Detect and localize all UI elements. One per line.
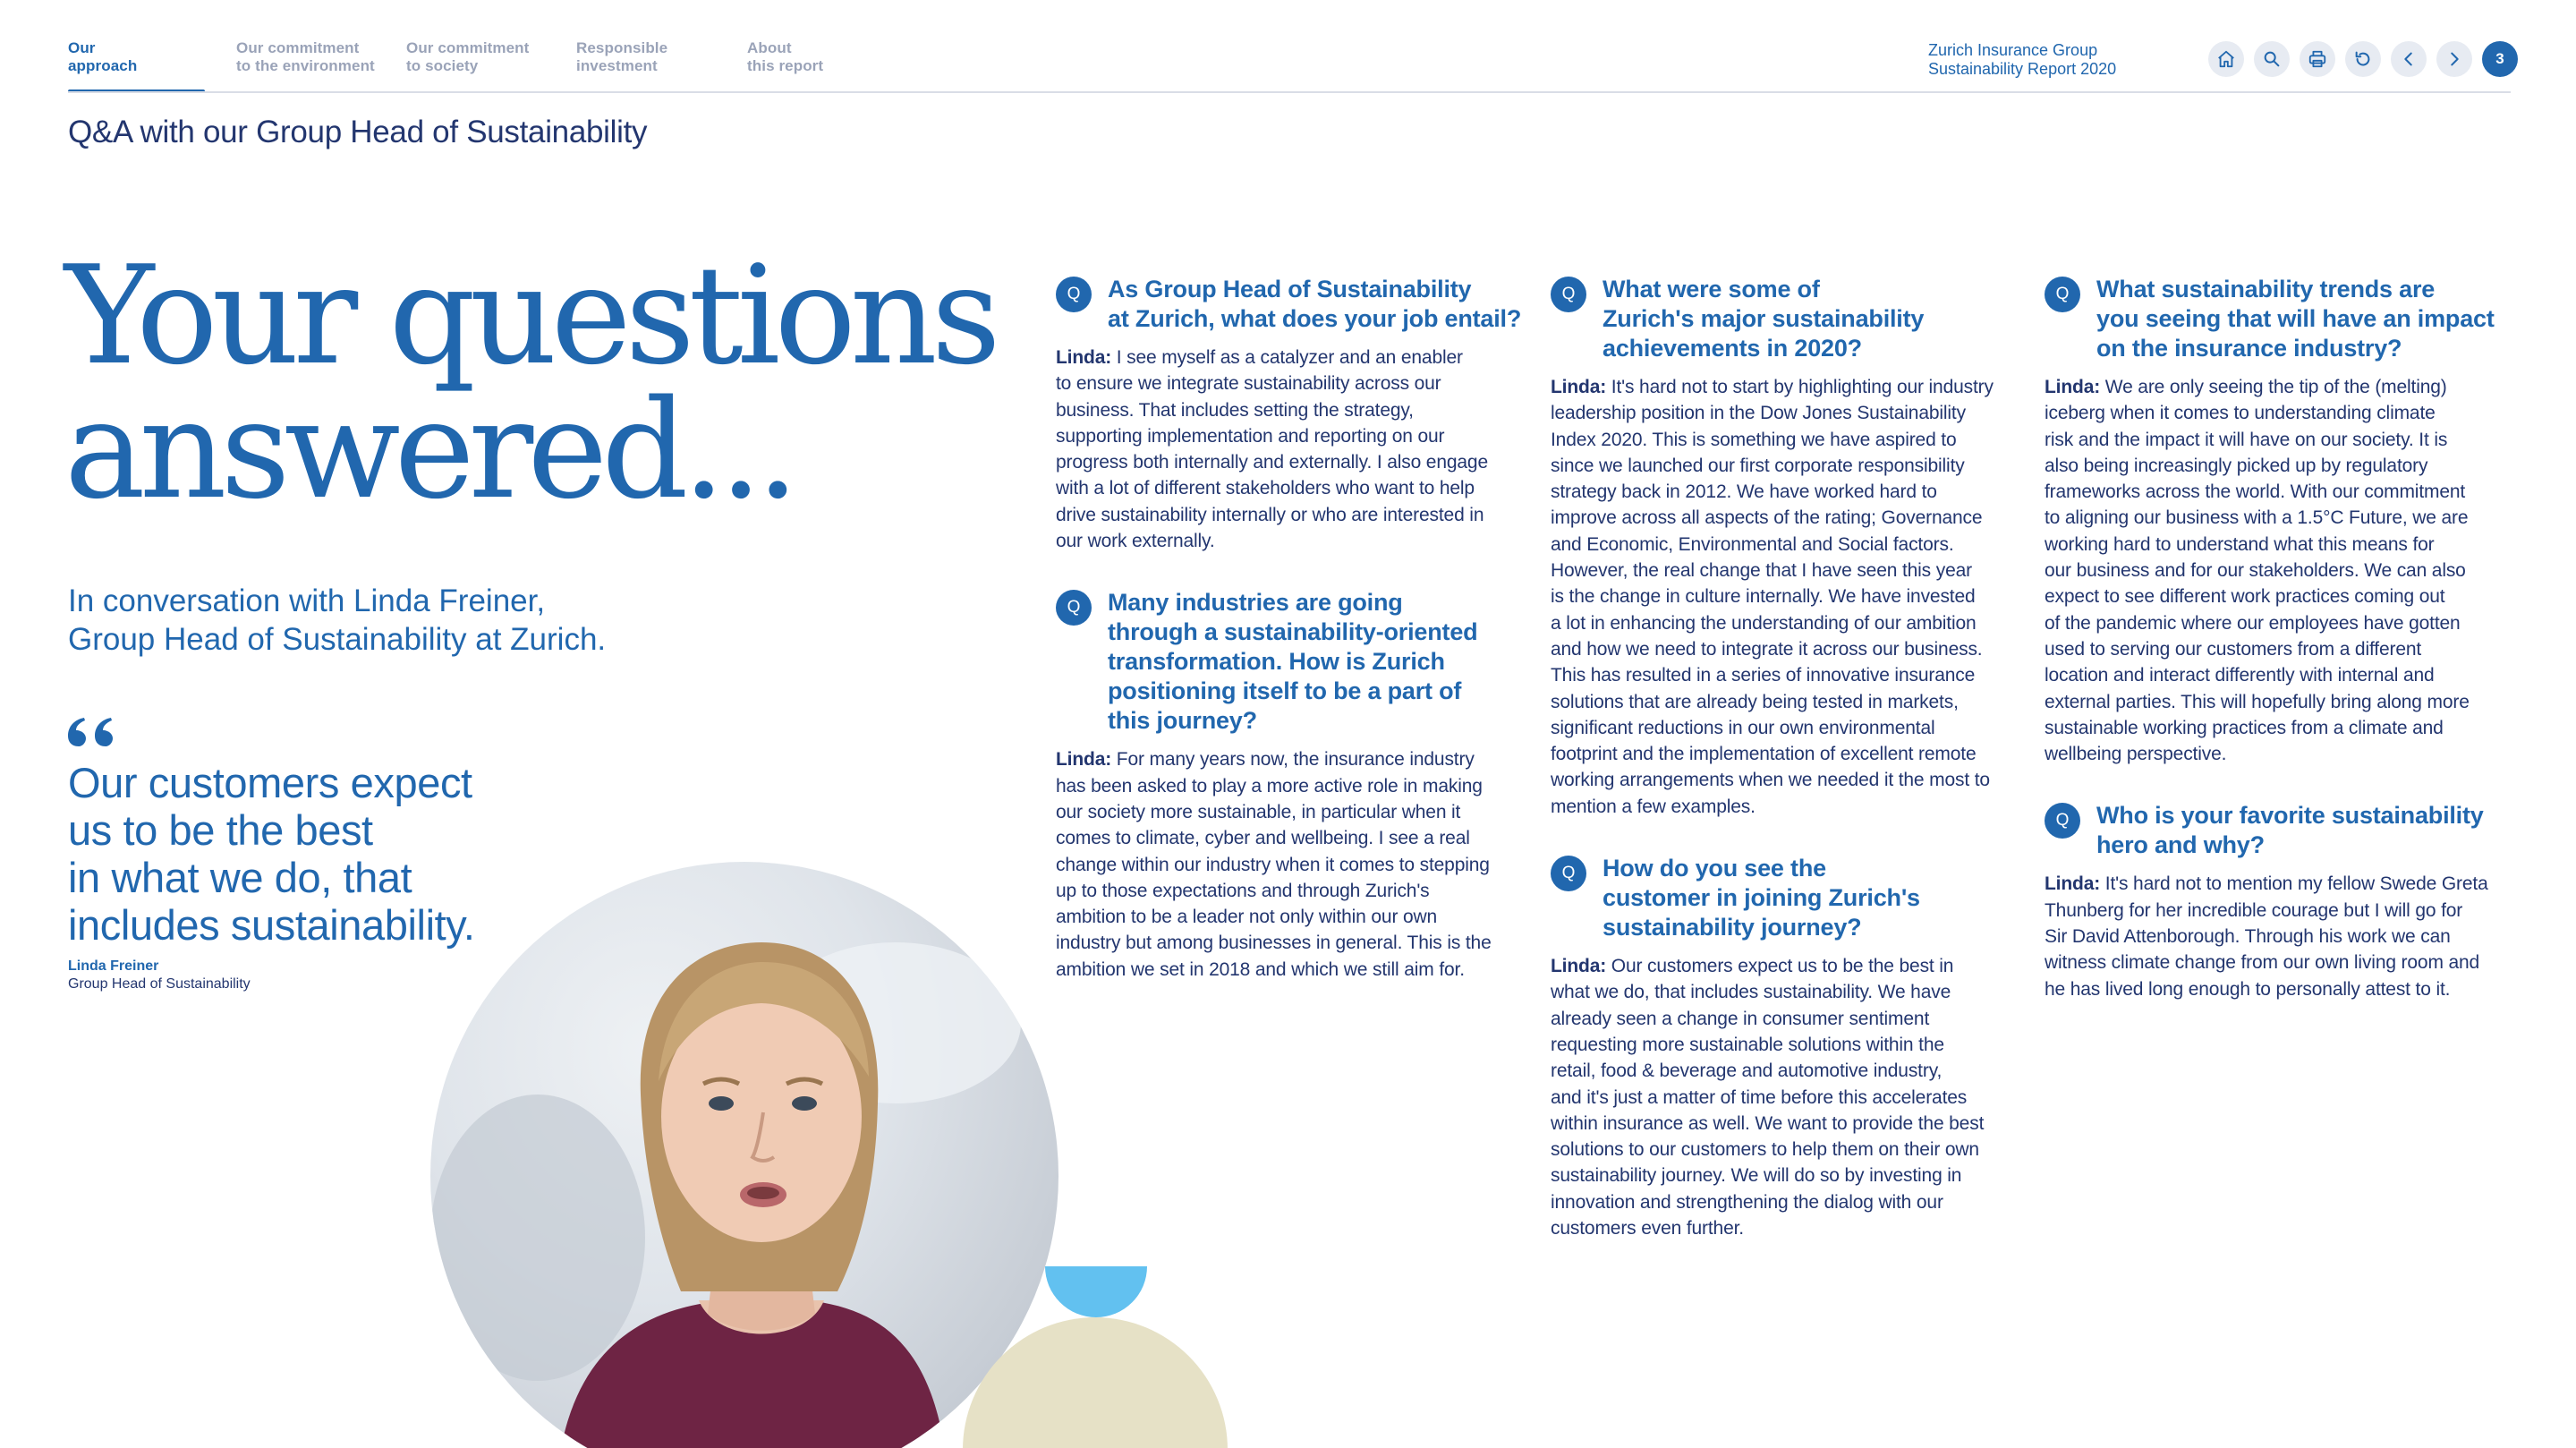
pull-quote [68,759,475,949]
answer-line: to ensure we integrate sustainability across our [1056,373,1441,395]
answer-line: he has lived long enough to personally attest to it. [2045,978,2451,1000]
answer-line: footprint and the implementation of excellent remote [1551,744,1977,765]
answer-line: used to serving our customers from a different [2045,638,2422,660]
quote-line: includes sustainability. [68,901,475,949]
answer-line: to aligning our business with a 1.5°C Future, we are [2045,507,2469,529]
qa-column-1 [1056,275,1530,983]
next-page-button[interactable] [2436,41,2472,77]
answer-line: sustainable working practices from a climate and [2045,717,2444,738]
qa-item [2045,801,2519,1001]
question-badge: Q [1551,856,1586,891]
qa-item [2045,275,2519,767]
answer-line-text: We are only seeing the tip of the (melting) [2104,377,2447,397]
question-text [1108,275,1530,334]
answer-line: already seen a change in consumer sentiment [1551,1008,1930,1029]
question-text [1603,854,2025,942]
question-text [2096,801,2519,860]
nav-tab-our-approach[interactable] [68,39,137,75]
question-line: Zurich's major sustainability [1603,305,1925,332]
decorative-semicircle-blue [1045,1266,1147,1317]
answer-text [2045,374,2519,767]
search-button[interactable] [2254,41,2290,77]
answer-line-text: I see myself as a catalyzer and an enabler [1116,347,1463,368]
answer-line: a lot in enhancing the understanding of our ambition [1551,612,1977,634]
answer-line: working hard to understand what this means for [2045,533,2435,555]
answer-line: business. That includes setting the strategy, [1056,399,1414,421]
answer-line: comes to climate, cyber and wellbeing. I see a real [1056,828,1470,849]
answer-text [2045,871,2519,1001]
answer-line [1551,374,2025,400]
speaker-label: Linda: [2045,873,2101,895]
answer-line: has been asked to play a more active role in making [1056,775,1483,796]
answer-line: frameworks across the world. With our commitment [2045,481,2466,503]
quote-line: in what we do, that [68,854,412,901]
portrait-photo [430,862,1058,1448]
previous-page-button[interactable] [2391,41,2427,77]
answer-line [1056,746,1530,772]
answer-line: Sir David Attenborough. Through his work we can [2045,926,2451,948]
nav-tab-label: this report [747,57,824,74]
answer-line: our society more sustainable, in particular when it [1056,801,1461,822]
answer-line: strategy back in 2012. We have worked hard to [1551,481,1937,503]
answer-line-text: It's hard not to mention my fellow Swede Greta [2104,873,2488,895]
intro-text [68,582,606,659]
answer-line: leadership position in the Dow Jones Sustainability [1551,403,1966,424]
question-line: How do you see the [1603,855,1826,882]
answer-text [1056,746,1530,983]
answer-line: iceberg when it comes to understanding climate [2045,403,2436,424]
home-button[interactable] [2208,41,2244,77]
answer-line: ambition we set in 2018 and which we still aim for. [1056,958,1465,980]
qa-item [1551,854,2025,1241]
answer-line [1056,345,1530,371]
answer-line: requesting more sustainable solutions within the [1551,1034,1944,1055]
print-button[interactable] [2300,41,2335,77]
answer-line: industry but among businesses in general. This is the [1056,933,1492,954]
nav-tab-label: approach [68,57,138,74]
brand-report-title: Sustainability Report 2020 [1928,60,2117,78]
question-line: sustainability journey? [1603,914,1862,941]
qa-item [1551,275,2025,820]
answer-line: and it's just a matter of time before this accelerates [1551,1086,1968,1108]
answer-line: within insurance as well. We want to provide the best [1551,1112,1985,1134]
header-divider [68,91,2511,93]
back-icon [2353,49,2373,69]
nav-tab-label: Our [68,39,96,56]
answer-line [1551,953,2025,979]
answer-line: expect to see different work practices coming out [2045,586,2445,608]
nav-tab-label: to society [406,57,479,74]
answer-line: risk and the impact it will have on our society. It is [2045,429,2448,450]
report-brand [1928,41,2116,79]
nav-tab-label: Our commitment [236,39,360,56]
home-icon [2216,49,2236,69]
answer-line: wellbeing perspective. [2045,744,2227,765]
question-badge: Q [2045,277,2080,312]
page-number: 3 [2482,41,2518,77]
question-line: customer in joining Zurich's [1603,884,1920,912]
quote-author-role: Group Head of Sustainability [68,976,251,992]
nav-tab-about-report[interactable] [747,39,823,75]
intro-line: In conversation with Linda Freiner, [68,583,546,618]
answer-line: is the change in culture internally. We have invested [1551,586,1976,608]
answer-line: location and interact differently with internal and [2045,665,2435,686]
question-line: transformation. How is Zurich [1108,648,1445,676]
answer-line: change within our industry when it comes to stepping [1056,854,1490,875]
answer-text [1551,953,2025,1241]
question-line: Who is your favorite sustainability [2096,802,2484,830]
intro-line: Group Head of Sustainability at Zurich. [68,622,607,657]
headline-line: answered... [64,371,794,529]
question-line: hero and why? [2096,831,2265,859]
nav-tab-label: investment [576,57,658,74]
question-text [1603,275,2025,363]
answer-line: However, the real change that I have seen this year [1551,560,1972,582]
quote-line: Our customers expect [68,759,472,806]
answer-line: working arrangements when we needed it the most to [1551,770,1990,791]
question-badge: Q [1056,277,1092,312]
question-line: Many industries are going [1108,589,1403,617]
answer-line: significant reductions in our own environmental [1551,717,1935,738]
answer-line: customers even further. [1551,1218,1744,1239]
nav-tab-label: to the environment [236,57,375,74]
answer-line: progress both internally and externally. I also engage [1056,452,1488,473]
question-line: you seeing that will have an impact [2096,305,2495,332]
question-line: through a sustainability-oriented [1108,618,1478,646]
nav-tab-label: Our commitment [406,39,530,56]
answer-line [2045,871,2519,897]
question-line: achievements in 2020? [1603,335,1862,362]
nav-tab-label: Responsible [576,39,668,56]
back-button[interactable] [2345,41,2381,77]
answer-line: mention a few examples. [1551,796,1756,817]
answer-line: ambition to be a leader not only within our own [1056,907,1438,928]
question-badge: Q [2045,803,2080,839]
brand-company: Zurich Insurance Group [1928,41,2098,59]
answer-line: solutions that are already being tested in markets, [1551,691,1959,712]
speaker-label: Linda: [1056,749,1112,771]
qa-item [1056,275,1530,554]
answer-line [2045,374,2519,400]
print-icon [2308,49,2327,69]
speaker-label: Linda: [1551,377,1607,397]
qa-item [1056,588,1530,983]
previous-page-icon [2399,49,2419,69]
question-badge: Q [1551,277,1586,312]
question-line: As Group Head of Sustainability [1108,276,1472,302]
answer-line-text: Our customers expect us to be the best in [1611,956,1954,977]
portrait-illustration [430,862,1058,1448]
nav-tab-environment[interactable] [236,39,375,75]
answer-line: solutions to our customers to help them on their own [1551,1139,1979,1161]
answer-line: also being increasingly picked up by regulatory [2045,455,2428,476]
search-icon [2262,49,2282,69]
answer-line: of the pandemic where our employees have gotten [2045,612,2461,634]
qa-column-2 [1551,275,2025,1241]
answer-line: since we launched our first corporate responsibility [1551,455,1965,476]
nav-tab-responsible-investment[interactable] [576,39,667,75]
answer-line: and Economic, Environmental and Social factors. [1551,533,1954,555]
question-line: What were some of [1603,276,1820,302]
answer-line: Index 2020. This is something we have aspired to [1551,429,1957,450]
question-line: on the insurance industry? [2096,335,2402,362]
answer-line: external parties. This will hopefully bring along more [2045,691,2470,712]
nav-tab-label: About [747,39,792,56]
answer-line: our work externally. [1056,531,1215,552]
speaker-label: Linda: [1551,956,1607,977]
speaker-label: Linda: [1056,347,1112,368]
page-subtitle: Q&A with our Group Head of Sustainability [68,115,648,149]
answer-line: drive sustainability internally or who are interested in [1056,504,1484,525]
answer-line: what we do, that includes sustainability. We have [1551,982,1951,1003]
quote-author-name: Linda Freiner [68,958,159,974]
quote-mark-icon [66,716,116,748]
answer-line: our business and for our stakeholders. We can also [2045,560,2466,582]
question-line: positioning itself to be a part of [1108,677,1462,705]
answer-line: Thunberg for her incredible courage but I will go for [2045,899,2463,921]
answer-line: up to those expectations and through Zurich's [1056,880,1430,901]
answer-line: witness climate change from our own living room and [2045,952,2480,974]
answer-line: retail, food & beverage and automotive industry, [1551,1060,1943,1082]
answer-text [1056,345,1530,554]
question-text [1108,588,1530,736]
question-line: What sustainability trends are [2096,276,2436,302]
answer-line: improve across all aspects of the rating; Governance [1551,507,1983,529]
speaker-label: Linda: [2045,377,2101,397]
answer-line-text: For many years now, the insurance industry [1116,749,1475,771]
toolbar [2208,41,2518,77]
next-page-icon [2444,49,2464,69]
answer-line-text: It's hard not to start by highlighting our industry [1611,377,1994,397]
question-badge: Q [1056,590,1092,626]
question-line: at Zurich, what does your job entail? [1108,305,1522,332]
answer-line: supporting implementation and reporting on our [1056,425,1445,447]
answer-line: and how we need to integrate it across our business. [1551,638,1983,660]
headline-line: Your questions [64,236,995,395]
section-navigation [68,39,2511,93]
answer-line: This has resulted in a series of innovative insurance [1551,665,1976,686]
answer-line: innovation and strengthening the dialog with our [1551,1191,1943,1213]
answer-line: with a lot of different stakeholders who want to help [1056,478,1475,499]
page-headline [64,236,995,529]
quote-line: us to be the best [68,806,373,854]
answer-line: sustainability journey. We will do so by investing in [1551,1165,1962,1187]
nav-tab-society[interactable] [406,39,529,75]
question-text [2096,275,2519,363]
qa-column-3 [2045,275,2519,1002]
question-line: this journey? [1108,707,1257,735]
answer-text [1551,374,2025,820]
